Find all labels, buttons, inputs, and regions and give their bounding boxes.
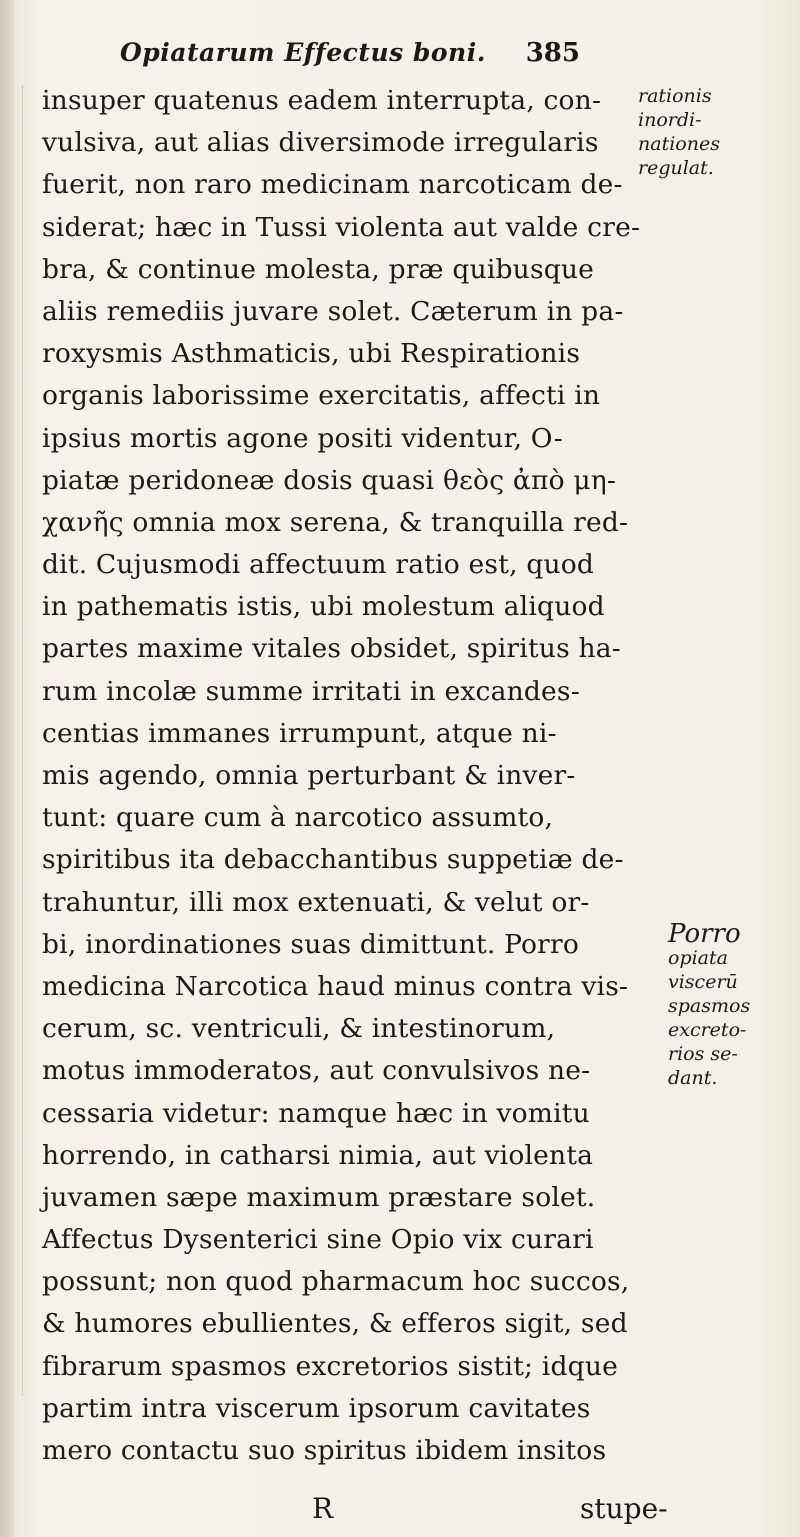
margin-note-line: viscerū [668, 971, 738, 993]
margin-note-line: regulat. [638, 157, 714, 179]
text-line: spiritibus ita debacchantibus suppetiæ de- [42, 844, 624, 876]
text-line: motus immoderatos, aut convulsivos ne- [42, 1055, 591, 1087]
text-line: Affectus Dysenterici sine Opio vix curari [42, 1224, 594, 1256]
margin-note-line: inordi- [638, 109, 702, 131]
text-line: juvamen sæpe maximum præstare solet. [42, 1181, 596, 1213]
text-line: tunt: quare cum à narcotico assumto, [42, 802, 554, 834]
text-line: bra, & continue molesta, præ quibusque [42, 253, 595, 285]
margin-note-line: excreto- [668, 1019, 747, 1041]
text-line: mero contactu suo spiritus ibidem insitos [42, 1435, 607, 1466]
page-number: 385 [525, 38, 580, 68]
text-line: rum incolæ summe irritati in excandes- [42, 675, 580, 707]
catchword: stupe- [580, 1492, 668, 1525]
text-line: & humores ebullientes, & efferos sigit, sed [42, 1308, 628, 1340]
margin-note-rationis [638, 84, 720, 180]
running-head: Opiatarum Effectus boni. [120, 38, 486, 67]
left-edge-mark [14, 86, 23, 1396]
text-line: vulsiva, aut alias diversimode irregularis [42, 127, 599, 159]
text-line: organis laborissime exercitatis, affecti in [42, 380, 601, 412]
text-line: cerum, sc. ventriculi, & intestinorum, [42, 1013, 556, 1045]
text-line: trahuntur, illi mox extenuati, & velut or- [42, 886, 590, 918]
text-line: dit. Cujusmodi affectuum ratio est, quod [42, 549, 595, 581]
text-line: centias immanes irrumpunt, atque ni- [42, 717, 557, 749]
text-line: aliis remediis juvare solet. Cæterum in pa- [42, 295, 624, 327]
text-line: in pathematis istis, ubi molestum aliquod [42, 591, 605, 623]
text-line: fibrarum spasmos excretorios sistit; idque [42, 1350, 618, 1382]
text-line: siderat; hæc in Tussi violenta aut valde cre- [42, 211, 641, 243]
margin-note-line: rios se- [668, 1043, 738, 1065]
margin-note-line: opiata [668, 947, 728, 969]
text-line: horrendo, in catharsi nimia, aut violenta [42, 1139, 594, 1171]
margin-note-line: rationis [638, 85, 712, 107]
text-line: mis agendo, omnia perturbant & inver- [42, 760, 576, 791]
margin-note-line: dant. [668, 1067, 718, 1089]
text-line: piatæ peridoneæ dosis quasi θεὸς ἀπὸ μη- [42, 464, 616, 496]
margin-note-porro [668, 919, 751, 1090]
page-footer [42, 1492, 668, 1536]
text-line: fuerit, non raro medicinam narcoticam de- [42, 169, 623, 201]
text-line: cessaria videtur: namque hæc in vomitu [42, 1097, 590, 1129]
text-line: roxysmis Asthmaticis, ubi Respirationis [42, 338, 581, 370]
text-line: χανῆς omnia mox serena, & tranquilla red- [42, 506, 629, 538]
text-line: ipsius mortis agone positi videntur, O- [42, 422, 563, 454]
text-line: partes maxime vitales obsidet, spiritus ha- [42, 633, 621, 665]
text-line: bi, inordinationes suas dimittunt. Porro [42, 928, 580, 960]
text-line: insuper quatenus eadem interrupta, con- [42, 85, 602, 116]
body-text [42, 80, 642, 1472]
margin-note-line: spasmos [668, 995, 751, 1017]
text-line: possunt; non quod pharmacum hoc succos, [42, 1266, 630, 1298]
text-line: partim intra viscerum ipsorum cavitates [42, 1392, 591, 1424]
page-header [120, 38, 580, 78]
signature-mark: R [312, 1492, 334, 1525]
margin-note-line: Porro [668, 919, 741, 949]
binding-gutter [0, 0, 14, 1537]
text-line: medicina Narcotica haud minus contra vis- [42, 970, 629, 1002]
margin-note-line: nationes [638, 133, 720, 155]
